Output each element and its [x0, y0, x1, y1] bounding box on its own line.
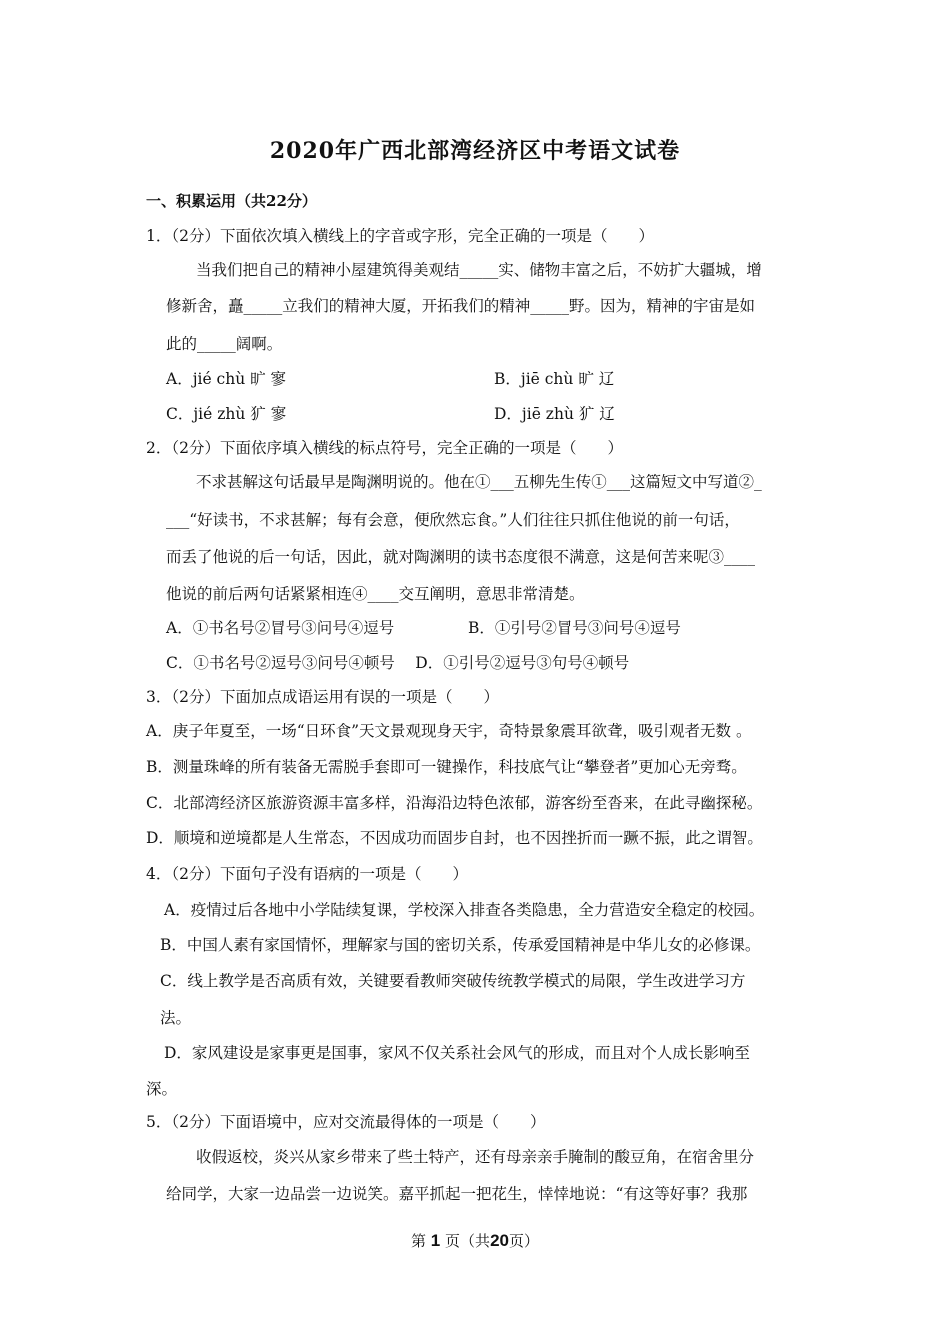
footer-prefix: 第 [411, 1232, 427, 1250]
page-number: 1 [430, 1231, 441, 1250]
question-1-option-a: A．jié chù 旷 寥 [166, 370, 287, 388]
question-2-option-b: B．①引号②冒号③问号④逗号 [468, 619, 681, 637]
question-4-option-c-cont: 法。 [160, 1009, 192, 1027]
question-3-option-d: D．顺境和逆境都是人生常态，不因成功而固步自封，也不因挫折而一蹶不振，此之谓智。 [146, 829, 763, 847]
question-2-passage-line: 而丢了他说的后一句话，因此，就对陶渊明的读书态度很不满意，这是何苦来呢③____ [166, 548, 756, 566]
question-4-option-d: D．家风建设是家事更是国事，家风不仅关系社会风气的形成，而且对个人成长影响至 [164, 1044, 750, 1062]
page-total: 20 [490, 1231, 509, 1250]
footer-suffix: 页） [508, 1232, 539, 1250]
question-2-option-a: A．①书名号②冒号③问号④逗号 [166, 619, 395, 637]
question-3-option-a: A．庚子年夏至，一场“日环食”天文景观现身天宇，奇特景象震耳欲聋，吸引观者无数 。 [146, 722, 752, 740]
question-1-passage-line: 此的_____阔啊。 [166, 335, 283, 353]
question-1-stem: 1．（2分）下面依次填入横线上的字音或字形，完全正确的一项是（ ） [146, 227, 654, 245]
question-5-stem: 5．（2分）下面语境中，应对交流最得体的一项是（ ） [146, 1113, 546, 1131]
question-2-passage-line: ___“好读书，不求甚解；每有会意，便欣然忘食。”人们往往只抓住他说的前一句话， [166, 511, 740, 529]
question-1-option-b: B．jiē chù 旷 辽 [494, 370, 615, 388]
question-2-option-cd: C．①书名号②逗号③问号④顿号 D．①引号②逗号③句号④顿号 [166, 654, 630, 672]
question-4-option-c: C．线上教学是否高质有效，关键要看教师突破传统教学模式的局限，学生改进学习方 [160, 972, 746, 990]
question-1-passage-line: 当我们把自己的精神小屋建筑得美观结_____实、储物丰富之后，不妨扩大疆城，增 [196, 261, 762, 279]
question-1-option-d: D．jiē zhù 犷 辽 [494, 405, 615, 423]
footer-middle: 页（共 [445, 1232, 491, 1250]
question-2-stem: 2．（2分）下面依序填入横线的标点符号，完全正确的一项是（ ） [146, 439, 623, 457]
question-4-option-b: B．中国人素有家国情怀，理解家与国的密切关系，传承爱国精神是中华儿女的必修课。 [160, 936, 761, 954]
question-2-passage-line: 不求甚解这句话最早是陶渊明说的。他在①___五柳先生传①___这篇短文中写道②_ [196, 473, 762, 491]
question-4-option-d-cont: 深。 [146, 1080, 178, 1098]
question-5-passage-line: 给同学，大家一边品尝一边说笑。嘉平抓起一把花生，悻悻地说：“有这等好事？我那 [166, 1185, 748, 1203]
question-4-stem: 4．（2分）下面句子没有语病的一项是（ ） [146, 865, 468, 883]
question-3-option-c: C．北部湾经济区旅游资源丰富多样，沿海沿边特色浓郁，游客纷至沓来，在此寻幽探秘。 [146, 794, 763, 812]
question-3-stem: 3．（2分）下面加点成语运用有误的一项是（ ） [146, 688, 499, 706]
question-2-passage-line: 他说的前后两句话紧紧相连④____交互阐明，意思非常清楚。 [166, 585, 585, 603]
question-1-option-c: C．jié zhù 犷 寥 [166, 405, 287, 423]
page-footer [0, 1230, 950, 1251]
page-title: 2020年广西北部湾经济区中考语文试卷 [269, 138, 681, 164]
question-1-passage-line: 修新舍，矗_____立我们的精神大厦，开拓我们的精神_____野。因为，精神的宇宙是如 [166, 297, 756, 315]
section-heading: 一、积累运用（共22分） [146, 192, 317, 210]
question-5-passage-line: 收假返校，炎兴从家乡带来了些土特产，还有母亲亲手腌制的酸豆角，在宿舍里分 [196, 1148, 755, 1166]
question-4-option-a: A．疫情过后各地中小学陆续复课，学校深入排查各类隐患，全力营造安全稳定的校园。 [164, 901, 765, 919]
question-3-option-b: B．测量珠峰的所有装备无需脱手套即可一键操作，科技底气让“攀登者”更加心无旁骛。 [146, 758, 747, 776]
